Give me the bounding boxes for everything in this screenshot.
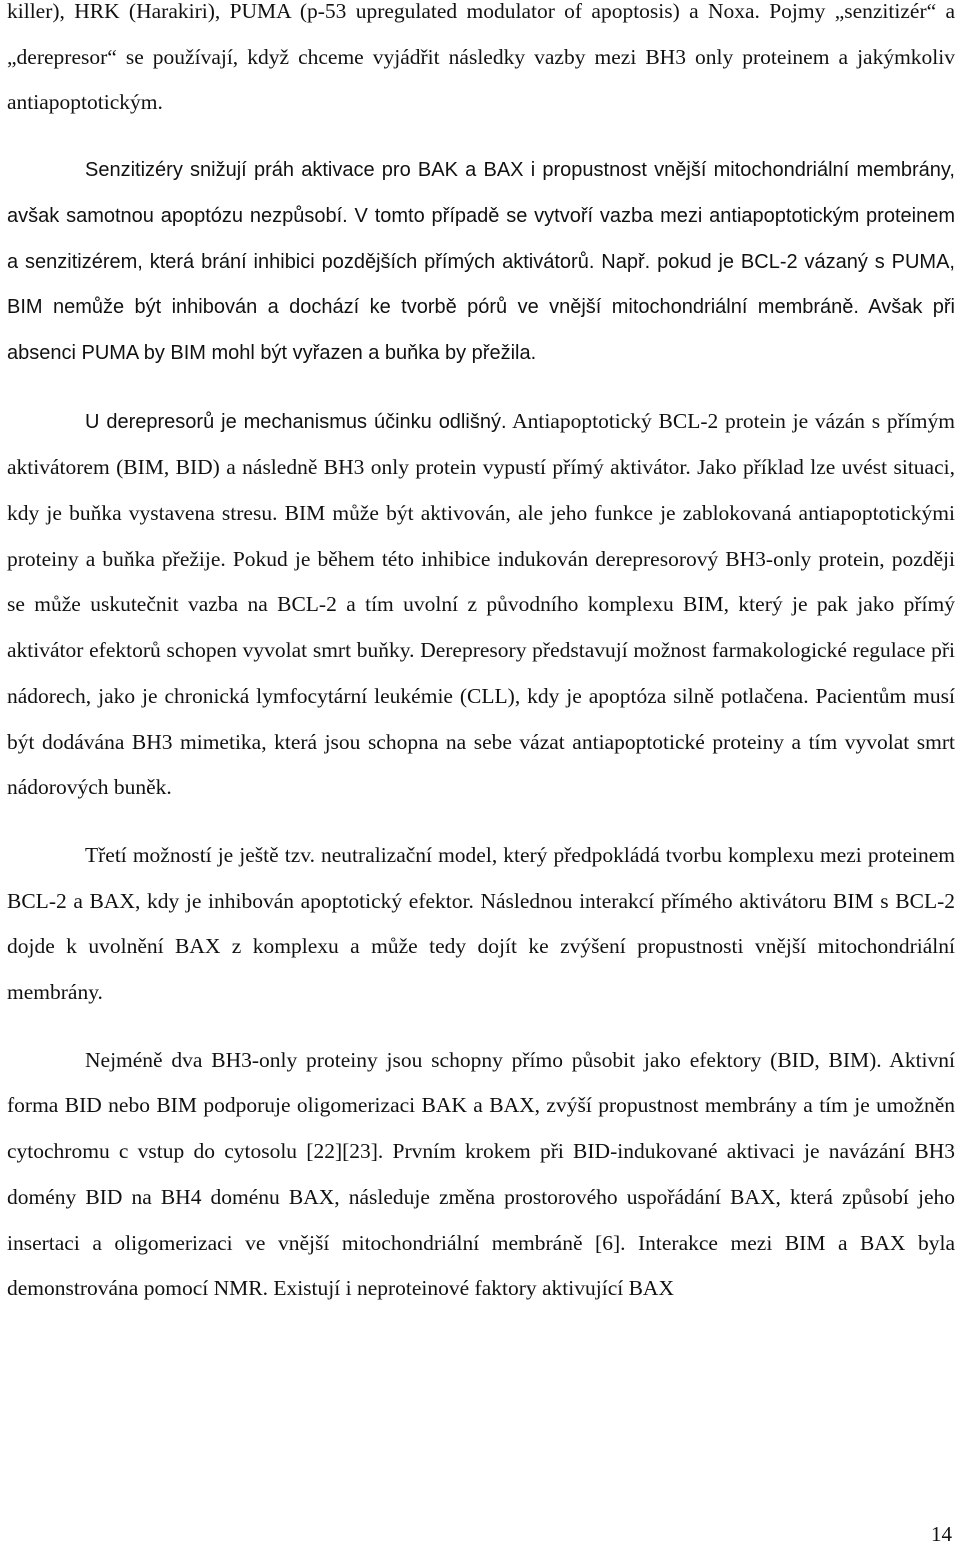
paragraph-text: killer), HRK (Harakiri), PUMA (p-53 upregulated modulator of apoptosis) a Noxa. Pojmy „senzitizér“ a „derepresor“ se používají, když chceme vyjádřit následky vazby mezi BH3 only proteinem a jakýmkoliv antiapoptotickým. [7,0,955,115]
paragraph-neutralizacni-model [7,833,955,1016]
paragraph-lead-text: U derepresorů je mechanismus účinku odlišný. [85,410,507,433]
body-text [7,0,955,1312]
paragraph-text: Třetí možností je ještě tzv. neutralizační model, který předpokládá tvorbu komplexu mezi proteinem BCL-2 a BAX, kdy je inhibován apoptotický efektor. Následnou interakcí přímého aktivátoru BIM s BCL-2 dojde k uvolnění BAX z komplexu a může tedy dojít ke zvýšení propustnosti vnější mitochondriální membrány. [7,842,955,1005]
paragraph-text: Senzitizéry snižují práh aktivace pro BAK a BAX i propustnost vnější mitochondriální membrány, avšak samotnou apoptózu nezpůsobí. V tomto případě se vytvoří vazba mezi antiapoptotickým proteinem a senzitizérem, která brání inhibici pozdějších přímých aktivátorů. Např. pokud je BCL-2 vázaný s PUMA, BIM nemůže být inhibován a dochází ke tvorbě pórů ve vnější mitochondriální membráně. Avšak při absenci PUMA by BIM mohl být vyřazen a buňka by přežila. [7,159,955,364]
paragraph-senzitizery [7,148,955,377]
paragraph-continuation [7,0,955,126]
paragraph-efektory [7,1038,955,1312]
page-number: 14 [931,1522,952,1546]
paragraph-derepresory [7,399,955,811]
paragraph-text: Antiapoptotický BCL-2 protein je vázán s přímým aktivátorem (BIM, BID) a následně BH3 only protein vypustí přímý aktivátor. Jako příklad lze uvést situaci, kdy je buňka vystavena stresu. BIM může být aktivován, ale jeho funkce je zablokovaná antiapoptotickými proteiny a buňka přežije. Pokud je během této inhibice indukován derepresorový BH3-only protein, později se může uskutečnit vazba na BCL-2 a tím uvolní z původního komplexu BIM, který je pak jako přímý aktivátor efektorů schopen vyvolat smrt buňky. Derepresory představují možnost farmakologické regulace při nádorech, jako je chronická lymfocytární leukémie (CLL), kdy je apoptóza silně potlačena. Pacientům musí být dodávána BH3 mimetika, která jsou schopna na sebe vázat antiapoptotické proteiny a tím vyvolat smrt nádorových buněk. [7,408,956,800]
paragraph-text: Nejméně dva BH3-only proteiny jsou schopny přímo působit jako efektory (BID, BIM). Aktivní forma BID nebo BIM podporuje oligomerizaci BAK a BAX, zvýší propustnost membrány a tím je umožněn cytochromu c vstup do cytosolu [22][23]. Prvním krokem při BID-indukované aktivaci je navázání BH3 domény BID na BH4 doménu BAX, následuje změna prostorového uspořádání BAX, která způsobí jeho insertaci a oligomerizaci ve vnější mitochondriální membráně [6]. Interakce mezi BIM a BAX byla demonstrována pomocí NMR. Existují i neproteinové faktory aktivující BAX [7,1047,955,1301]
